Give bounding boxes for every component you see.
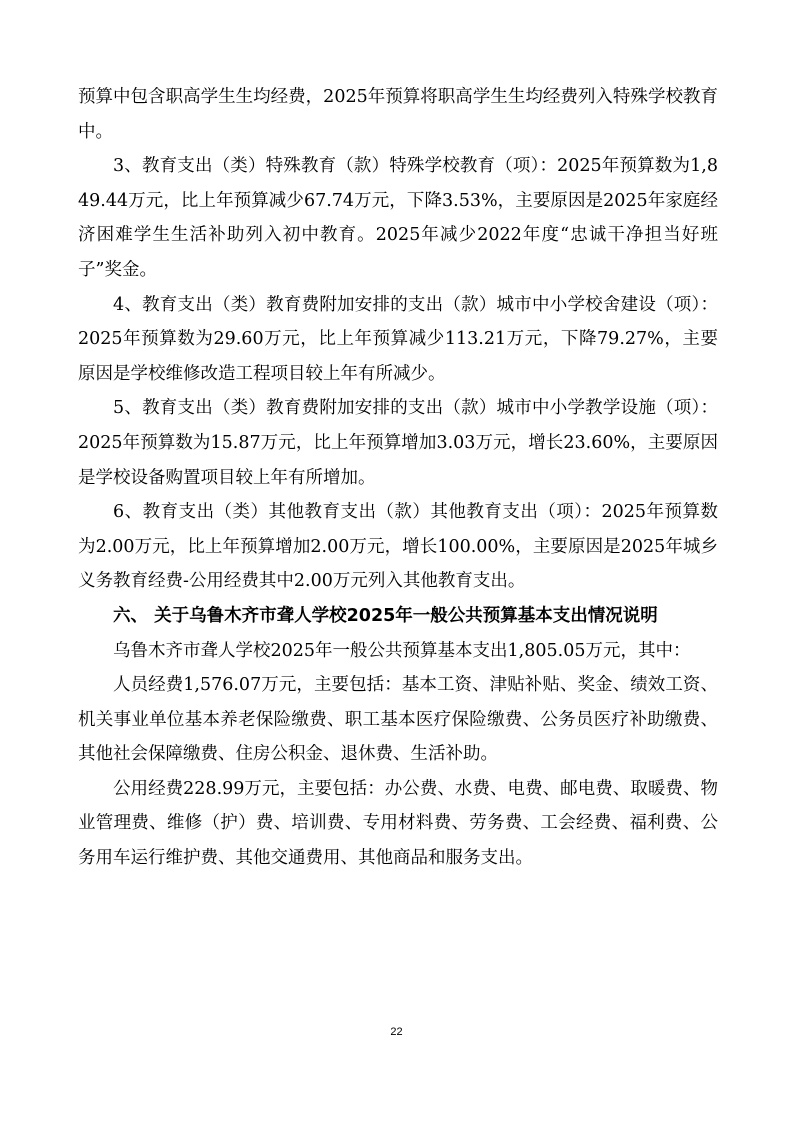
paragraph-continuation: 预算中包含职高学生生均经费，2025年预算将职高学生生均经费列入特殊学校教育中。 bbox=[78, 87, 718, 142]
paragraph-item-3: 3、教育支出（类）特殊教育（款）特殊学校教育（项）：2025年预算数为1,849.44万元，比上年预算减少67.74万元，下降3.53%，主要原因是2025年家庭经济困难学生生活补助列入初中教育。2025年减少2022年度“忠诚干净担当好班子”奖金。 bbox=[78, 156, 718, 280]
paragraph-item-6: 6、教育支出（类）其他教育支出（款）其他教育支出（项）：2025年预算数为2.00万元，比上年预算增加2.00万元，增长100.00%，主要原因是2025年城乡义务教育经费-公用经费其中2.00万元列入其他教育支出。 bbox=[78, 502, 718, 592]
paragraph-personnel-expenses: 人员经费1,576.07万元，主要包括：基本工资、津贴补贴、奖金、绩效工资、机关事业单位基本养老保险缴费、职工基本医疗保险缴费、公务员医疗补助缴费、其他社会保障缴费、住房公积金、退休费、生活补助。 bbox=[78, 675, 718, 765]
paragraph-item-5: 5、教育支出（类）教育费附加安排的支出（款）城市中小学教学设施（项）：2025年预算数为15.87万元，比上年预算增加3.03万元，增长23.60%，主要原因是学校设备购置项目较上年有所增加。 bbox=[78, 398, 718, 488]
document-body bbox=[78, 80, 718, 876]
paragraph-basic-expenditure: 乌鲁木齐市聋人学校2025年一般公共预算基本支出1,805.05万元，其中： bbox=[113, 640, 691, 661]
page-number: 22 bbox=[390, 1026, 403, 1038]
paragraph-item-4: 4、教育支出（类）教育费附加安排的支出（款）城市中小学校舍建设（项）：2025年预算数为29.60万元，比上年预算减少113.21万元，下降79.27%，主要原因是学校维修改造工程项目较上年有所减少。 bbox=[78, 294, 718, 384]
paragraph-public-expenses: 公用经费228.99万元，主要包括：办公费、水费、电费、邮电费、取暖费、物业管理费、维修（护）费、培训费、专用材料费、劳务费、工会经费、福利费、公务用车运行维护费、其他交通费用、其他商品和服务支出。 bbox=[78, 778, 718, 869]
section-heading-6: 六、 关于乌鲁木齐市聋人学校2025年一般公共预算基本支出情况说明 bbox=[113, 605, 658, 626]
